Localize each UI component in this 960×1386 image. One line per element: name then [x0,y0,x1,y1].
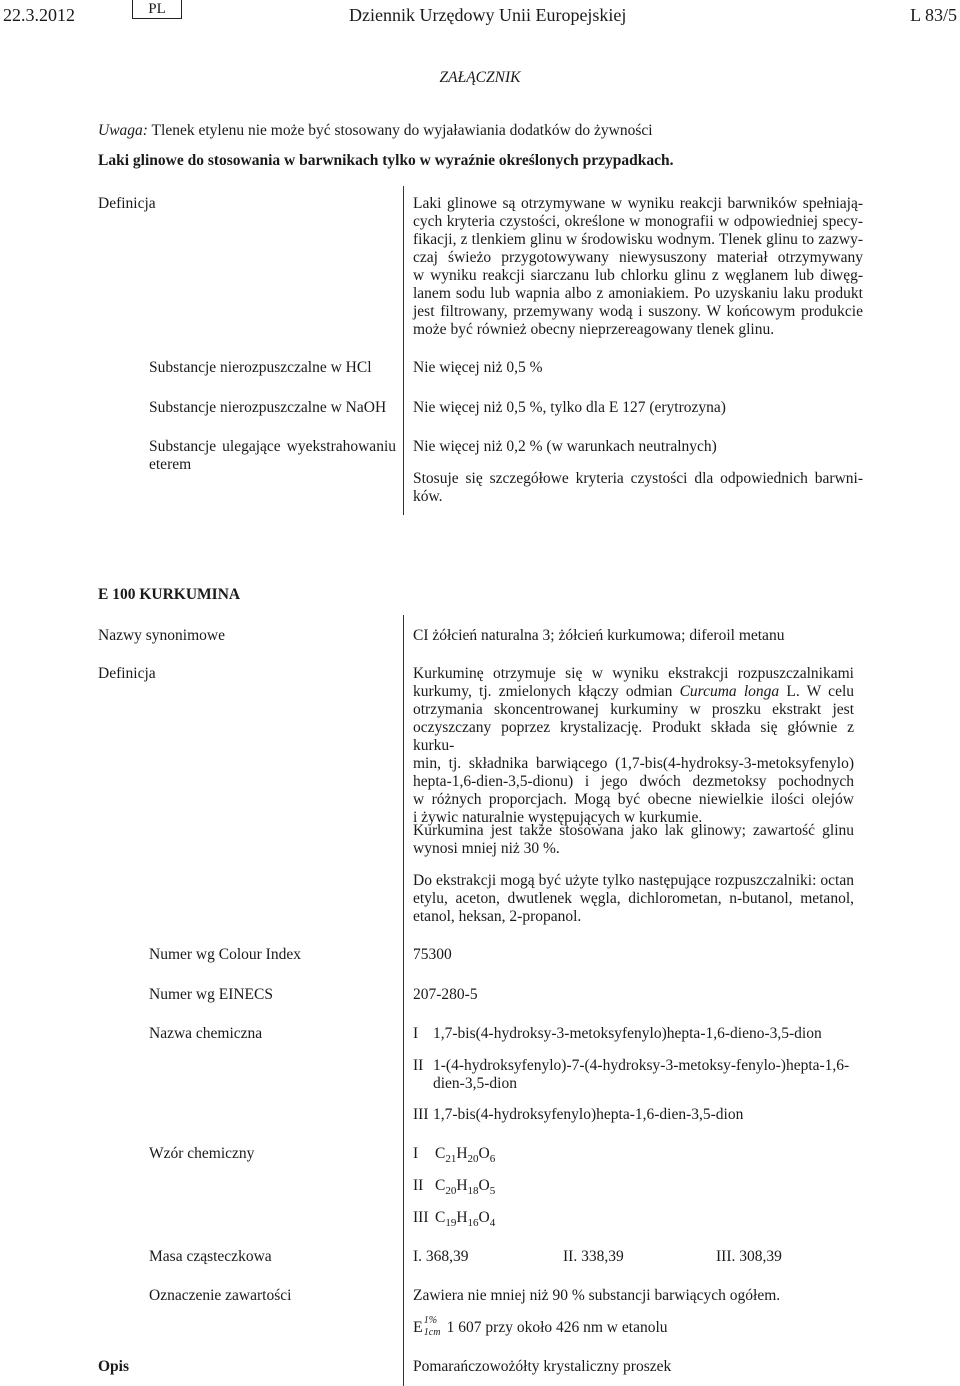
chemical-name-1: 1,7-bis(4-hydroksy-3-metoksyfenylo)hepta-1,6-dieno-3,5-dion [433,1025,822,1042]
e100-definition-p2 [413,822,854,858]
chemical-name-2a: 1-(4-hydroksyfenylo)-7-(4-hydroksy-3-metoksy-fenylo-)hepta-1,6- [433,1057,850,1074]
annex-def-line: Laki glinowe są otrzymywane w wyniku reakcji barwników spełniają- [413,195,863,212]
annex-def-line: jest filtrowany, przemywany wodą i suszony. W końcowym produkcie [413,303,863,320]
spec-line-1: Stosuje się szczegółowe kryteria czystości dla odpowiednich barwni- [413,470,863,487]
def-line: otrzymania skoncentrowanej kurkuminy w proszku ekstrakt jest [413,701,854,718]
annex-def-line: fikacji, z tlenkiem glinu w środowisku wodnym. Tlenek glinu to zazwy- [413,231,863,248]
element: C [435,1145,446,1162]
annex-definition-text [413,195,863,339]
annex-def-line: lanem sodu lub wapnia albo z amoniakiem. Po uzyskaniu laku produkt [413,285,863,302]
element: C [435,1209,446,1226]
annex-def-line: w wyniku reakcji siarczanu lub chlorku glinu z węglanem lub diwęg- [413,267,863,284]
molar-mass-3: III. 308,39 [716,1248,782,1265]
element: H [456,1209,468,1226]
chemical-name-2-num: II [413,1057,424,1074]
element: O [478,1145,490,1162]
subscript: 6 [489,1153,496,1165]
chemical-name-3-num: III [413,1106,429,1123]
note-text: Tlenek etylenu nie może być stosowany do wyjaławiania dodatków do żywności [147,122,653,139]
synonyms-value: CI żółcień naturalna 3; żółcień kurkumowa; diferoil metanu [413,627,785,644]
formula-num: III [413,1209,429,1226]
einecs-label: Numer wg EINECS [149,986,273,1003]
chemical-name-label: Nazwa chemiczna [149,1025,263,1042]
formula-1 [413,1145,495,1164]
ether-value: Nie więcej niż 0,2 % (w warunkach neutralnych) [413,438,717,455]
subscript: 20 [467,1153,479,1165]
def-line: etanol, heksan, 2-propanol. [413,908,582,925]
element: C [435,1177,446,1194]
def-line-latin [413,683,854,701]
annex-definition-label: Definicja [98,195,156,212]
def-line: w różnych proporcjach. Mogą być obecne niewielkie ilości olejów [413,791,854,808]
annex-def-line: może być również obecny nieprzereagowany tlenek glinu. [413,321,775,338]
latin-name: Curcuma longa [679,683,780,700]
def-line: Kurkuminę otrzymuje się w wyniku ekstrakcji rozpuszczalnikami [413,665,854,682]
def-line: Kurkumina jest także stosowana jako lak glinowy; zawartość glinu [413,822,854,839]
naoh-value: Nie więcej niż 0,5 %, tylko dla E 127 (erytrozyna) [413,399,726,416]
annex-divider [403,186,404,515]
description-label: Opis [98,1358,130,1375]
note-label: Uwaga: [98,122,148,139]
def-line: oczyszczany poprzez krystalizację. Produkt składa się głównie z kurku- [413,719,854,754]
chemical-name-2b: dien-3,5-dion [433,1075,517,1092]
def-line: Do ekstrakcji mogą być użyte tylko następujące rozpuszczalniki: octan [413,872,854,889]
synonyms-label: Nazwy synonimowe [98,627,225,644]
subscript: 21 [445,1153,457,1165]
chemical-name-1-num: I [413,1025,419,1042]
molar-mass-label: Masa cząsteczkowa [149,1248,272,1265]
formula-num: II [413,1177,424,1194]
einecs-value: 207-280-5 [413,986,478,1003]
ether-label-line-2: eterem [149,456,192,473]
hcl-value: Nie więcej niż 0,5 % [413,359,543,376]
def-line-part: L. W celu [779,683,854,700]
def-line: min, tj. składnika barwiącego (1,7-bis(4-hydroksy-3-metoksyfenylo) [413,755,854,772]
subscript: 16 [467,1217,479,1229]
annex-title: ZAŁĄCZNIK [439,69,521,86]
e100-divider [403,615,404,1386]
assay-value: Zawiera nie mniej niż 90 % substancji barwiących ogółem. [413,1287,781,1304]
header-date: 22.3.2012 [3,5,75,25]
journal-title: Dziennik Urzędowy Unii Europejskiej [349,5,627,25]
element: O [478,1209,490,1226]
def-line-part: kurkumy, tj. zmielonych kłączy odmian [413,683,673,700]
e100-definition-text [413,665,854,827]
colour-index-label: Numer wg Colour Index [149,946,301,963]
element: H [456,1145,468,1162]
page-number: L 83/5 [910,5,957,25]
hcl-label: Substancje nierozpuszczalne w HCl [149,359,372,376]
element: O [478,1177,490,1194]
extinction-value [413,1315,668,1341]
molar-mass-1: I. 368,39 [413,1248,469,1265]
language-badge: PL [132,0,182,19]
annex-note [98,122,653,140]
subscript: 20 [445,1185,457,1197]
extinction-sup: 1% [423,1315,438,1326]
def-line: wynosi mniej niż 30 %. [413,840,560,857]
def-line: etylu, aceton, dwutlenek węgla, dichlorometan, n-butanol, metanol, [413,890,854,907]
annex-def-line: czaj świeżo przygotowywany niewysuszony materiał otrzymywany [413,249,863,266]
def-line: i żywic naturalnie występujących w kurkumie. [413,809,703,826]
formula-2 [413,1177,495,1196]
naoh-label: Substancje nierozpuszczalne w NaOH [149,399,387,416]
formula-3 [413,1209,495,1228]
annex-heading: Laki glinowe do stosowania w barwnikach tylko w wyraźnie określonych przypadkach. [98,152,674,169]
extinction-indices [423,1315,443,1339]
extinction-text: 1 607 przy około 426 nm w etanolu [442,1319,668,1336]
colour-index-value: 75300 [413,946,452,963]
extinction-symbol: E [413,1319,423,1336]
extinction-sub: 1cm [423,1327,441,1338]
annex-def-line: cych kryteria czystości, określone w monografii w odpowiedniej specy- [413,213,863,230]
subscript: 19 [445,1217,457,1229]
ether-label-line-1: Substancje ulegające wyekstrahowaniu [149,438,396,455]
def-line: hepta-1,6-dien-3,5-dionu) i jego dwóch dezmetoksy pochodnych [413,773,854,790]
spec-line-2: ków. [413,488,443,505]
e100-definition-label: Definicja [98,665,156,682]
subscript: 4 [489,1217,496,1229]
formula-num: I [413,1145,419,1162]
e100-title: E 100 KURKUMINA [98,586,241,603]
e100-definition-p3 [413,872,854,926]
molar-mass-2: II. 338,39 [563,1248,624,1265]
formula-label: Wzór chemiczny [149,1145,255,1162]
subscript: 5 [489,1185,496,1197]
element: H [456,1177,468,1194]
description-value: Pomarańczowożółty krystaliczny proszek [413,1358,672,1375]
chemical-name-3: 1,7-bis(4-hydroksyfenylo)hepta-1,6-dien-3,5-dion [433,1106,744,1123]
subscript: 18 [467,1185,479,1197]
assay-label: Oznaczenie zawartości [149,1287,292,1304]
